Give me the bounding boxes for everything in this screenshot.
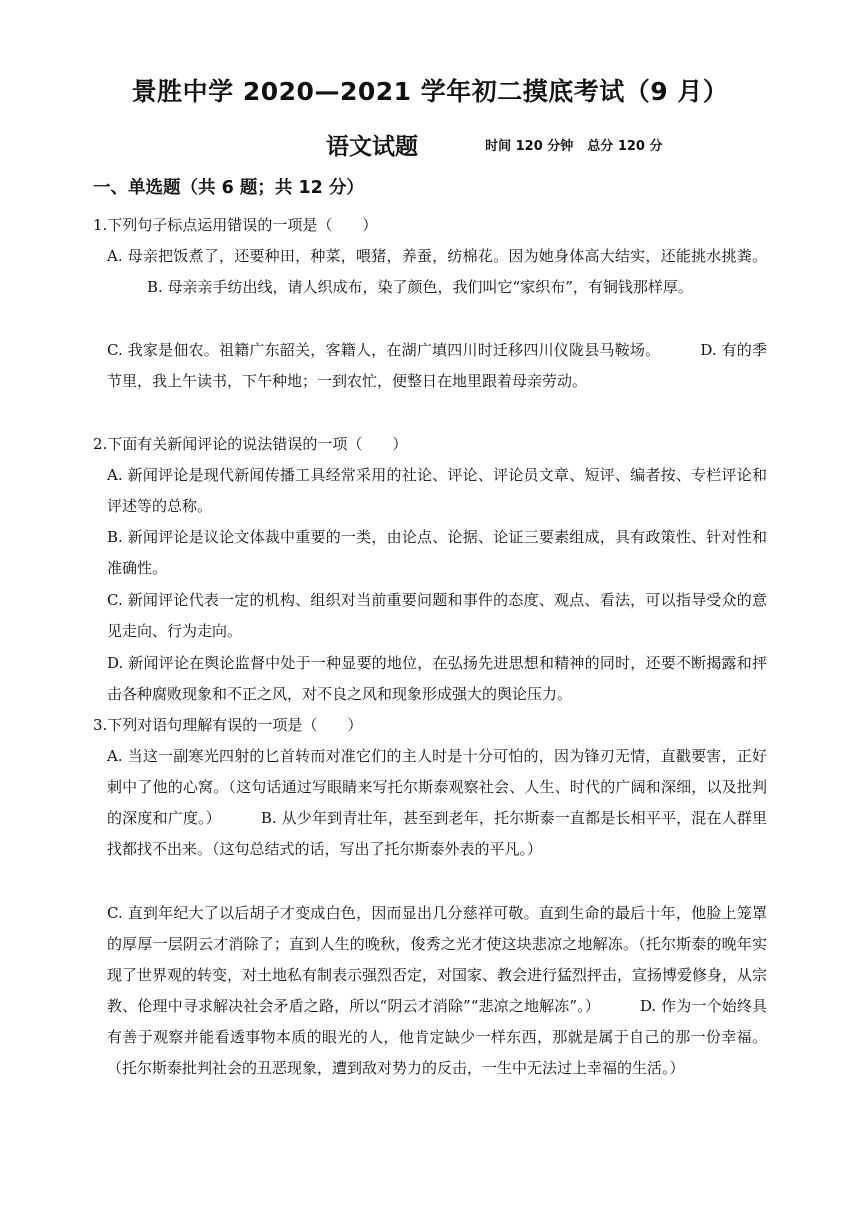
question-1-options-cd: [107, 335, 767, 397]
question-3-options-cd: [107, 898, 767, 1084]
question-3-stem: 3.下列对语句理解有误的一项是（ ）: [93, 716, 363, 734]
question-1-option-a: A. 母亲把饭煮了，还要种田，种菜，喂猪，养蚕，纺棉花。因为她身体高大结实，还能挑水挑粪。: [107, 247, 767, 265]
exam-total-score: 总分 120 分: [587, 139, 663, 154]
question-2-option-c: C. 新闻评论代表一定的机构、组织对当前重要问题和事件的态度、观点、看法，可以指导受众的意见走向、行为走向。: [107, 591, 767, 640]
question-1-option-d: D. 有的季节里，我上午读书，下午种地；一到农忙，便整日在地里跟着母亲劳动。: [107, 341, 768, 390]
question-1-stem: 1.下列句子标点运用错误的一项是（ ）: [93, 216, 378, 234]
question-1-option-c: C. 我家是佃农。祖籍广东韶关，客籍人，在湖广填四川时迁移四川仪陇县马鞍场。: [107, 341, 661, 359]
question-2-option-b: B. 新闻评论是议论文体裁中重要的一类，由论点、论据、论证三要素组成，具有政策性、针对性和准确性。: [107, 528, 767, 577]
section-heading: 一、单选题（共 6 题；共 12 分）: [93, 178, 364, 198]
question-3-option-b: B. 从少年到青壮年，甚至到老年，托尔斯泰一直都是长相平平，混在人群里找都找不出来。（这句总结式的话，写出了托尔斯泰外表的平凡。）: [107, 809, 767, 858]
question-2-stem: 2.下面有关新闻评论的说法错误的一项（ ）: [93, 435, 408, 453]
question-3-options-ab: [107, 741, 767, 865]
question-1-options-ab: [107, 241, 767, 303]
subtitle-row: [326, 128, 663, 161]
question-3-option-c: C. 直到年纪大了以后胡子才变成白色，因而显出几分慈祥可敬。直到生命的最后十年，他脸上笼罩的厚厚一层阴云才消除了；直到人生的晚秋，俊秀之光才使这块悲凉之地解冻。（托尔斯泰的晚年实现了世界观的转变，对土地私有制表示强烈否定，对国家、教会进行猛烈抨击，宣扬博爱修身，从宗教、伦理中寻求解决社会矛盾之路，所以“阴云才消除”“悲凉之地解冻”。）: [107, 904, 768, 1015]
exam-meta: [485, 139, 662, 154]
question-2-option-a: A. 新闻评论是现代新闻传播工具经常采用的社论、评论、评论员文章、短评、编者按、专栏评论和评述等的总称。: [107, 466, 767, 515]
question-1-option-b: B. 母亲亲手纺出线，请人织成布，染了颜色，我们叫它“家织布”，有铜钱那样厚。: [147, 278, 693, 296]
exam-title: 景胜中学 2020—2021 学年初二摸底考试（9 月）: [131, 77, 729, 106]
exam-time: 时间 120 分钟: [485, 139, 574, 154]
question-2-option-d: D. 新闻评论在舆论监督中处于一种显要的地位，在弘扬先进思想和精神的同时，还要不断揭露和抨击各种腐败现象和不正之风，对不良之风和现象形成强大的舆论压力。: [107, 654, 767, 703]
exam-subject: 语文试题: [326, 134, 418, 160]
question-3-option-a: A. 当这一副寒光四射的匕首转而对准它们的主人时是十分可怕的，因为锋刃无情，直戳要害，正好刺中了他的心窝。（这句话通过写眼睛来写托尔斯泰观察社会、人生、时代的广阔和深细，以及批判的深度和广度。）: [107, 747, 767, 827]
question-3-option-d: D. 作为一个始终具有善于观察并能看透事物本质的眼光的人，他肯定缺少一样东西，那就是属于自己的那一份幸福。（托尔斯泰批判社会的丑恶现象，遭到敌对势力的反击，一生中无法过上幸福的生活。）: [107, 997, 768, 1077]
